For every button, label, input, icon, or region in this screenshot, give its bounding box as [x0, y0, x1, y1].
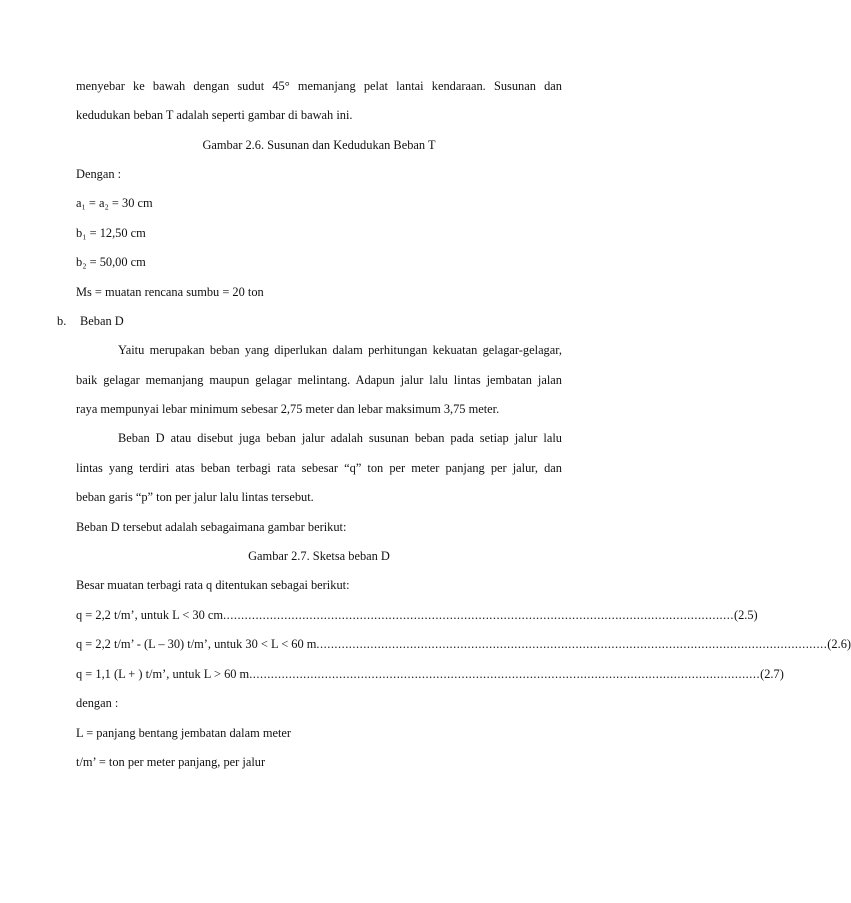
paragraph-line: Beban D tersebut adalah sebagaimana gambar berikut:	[76, 520, 347, 534]
equation-text: q = 2,2 t/m’, untuk L < 30 cm	[76, 608, 224, 622]
paragraph-line: lintas yang terdiri atas beban terbagi rata sebesar “q” ton per meter panjang per jalur, dan	[76, 461, 562, 475]
label-dengan: Dengan :	[76, 167, 122, 181]
section-title: Beban D	[80, 314, 124, 328]
equation-row	[76, 666, 784, 682]
section-marker: b.	[57, 314, 67, 328]
paragraph-line: Yaitu merupakan beban yang diperlukan dalam perhitungan kekuatan gelagar-gelagar,	[118, 343, 562, 357]
paragraph-line: baik gelagar memanjang maupun gelagar melintang. Adapun jalur lalu lintas jembatan jalan	[76, 373, 562, 387]
paragraph-line: menyebar ke bawah dengan sudut 45° memanjang pelat lantai kendaraan. Susunan dan	[76, 79, 562, 93]
paragraph-line: Besar muatan terbagi rata q ditentukan sebagai berikut:	[76, 578, 350, 592]
leader-dots: ..............................................................................................................................................	[316, 637, 828, 651]
leader-dots: ..............................................................................................................................................	[223, 608, 734, 622]
paragraph-line: kedudukan beban T adalah seperti gambar di bawah ini.	[76, 108, 353, 122]
variable-definition: b₁ = 12,50 cm	[76, 226, 146, 240]
equation-text: q = 1,1 (L + ) t/m’, untuk L > 60 m	[76, 667, 250, 681]
variable-definition: b₂ = 50,00 cm	[76, 255, 146, 269]
equation-number: (2.6)	[827, 637, 851, 651]
variable-definition: Ms = muatan rencana sumbu = 20 ton	[76, 285, 264, 299]
equation-number: (2.5)	[733, 608, 758, 622]
figure-caption: Gambar 2.6. Susunan dan Kedudukan Beban T	[202, 138, 436, 152]
equation-row	[76, 607, 758, 623]
variable-definition: L = panjang bentang jembatan dalam meter	[76, 726, 292, 740]
equation-number: (2.7)	[760, 667, 784, 681]
equation-text: q = 2,2 t/m’ - (L – 30) t/m’, untuk 30 < L < 60 m	[76, 637, 317, 651]
label-dengan: dengan :	[76, 696, 119, 710]
paragraph-line: raya mempunyai lebar minimum sebesar 2,75 meter dan lebar maksimum 3,75 meter.	[76, 402, 500, 416]
figure-caption: Gambar 2.7. Sketsa beban D	[248, 549, 390, 563]
variable-definition: a₁ = a₂ = 30 cm	[76, 196, 153, 210]
paragraph-line: Beban D atau disebut juga beban jalur adalah susunan beban pada setiap jalur lalu	[118, 431, 562, 445]
equation-row	[76, 636, 851, 652]
variable-definition: t/m’ = ton per meter panjang, per jalur	[76, 755, 266, 769]
paragraph-line: beban garis “p” ton per jalur lalu lintas tersebut.	[76, 490, 314, 504]
leader-dots: ..............................................................................................................................................	[249, 667, 761, 681]
